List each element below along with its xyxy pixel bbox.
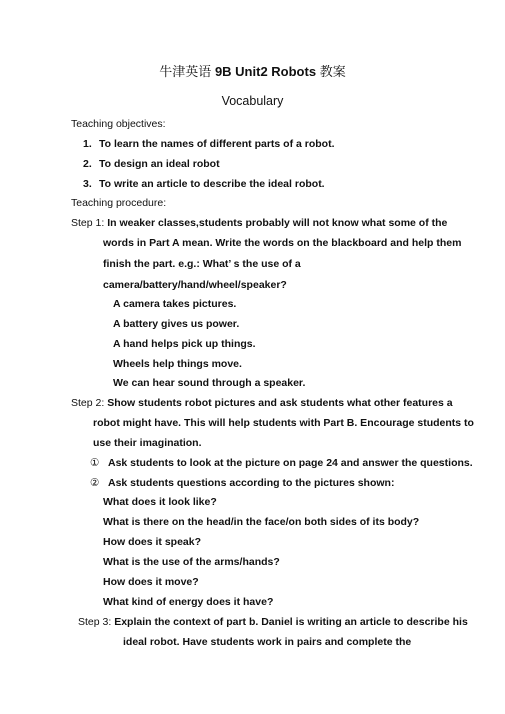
step1-line: words in Part A mean. Write the words on the blackboard and help them [103, 237, 462, 249]
subitem-text: Ask students to look at the picture on page 24 and answer the questions. [108, 457, 473, 469]
step1-line: camera/battery/hand/wheel/speaker? [103, 279, 287, 291]
example-sentence: We can hear sound through a speaker. [113, 377, 306, 389]
step-text: In weaker classes,students probably will not know what some of the [107, 217, 448, 229]
step2-subitem [90, 457, 473, 470]
page-subtitle: Vocabulary [221, 94, 284, 108]
question: What does it look like? [103, 496, 217, 508]
question: What kind of energy does it have? [103, 596, 274, 608]
circled-number: ② [90, 477, 100, 489]
objective-text: To design an ideal robot [99, 158, 220, 170]
page-title [0, 64, 505, 81]
step2-line [71, 397, 453, 410]
step1-line [71, 217, 447, 230]
example-sentence: Wheels help things move. [113, 358, 242, 370]
objective-item [83, 138, 335, 151]
example-sentence: A camera takes pictures. [113, 298, 237, 310]
step3-line [78, 616, 468, 629]
question: How does it speak? [103, 536, 202, 548]
procedure-heading: Teaching procedure: [71, 197, 167, 209]
question: How does it move? [103, 576, 199, 588]
step2-subitem [90, 477, 394, 490]
step2-line: robot might have. This will help students with Part B. Encourage students to [93, 417, 474, 429]
objectives-heading: Teaching objectives: [71, 118, 166, 130]
example-sentence: A hand helps pick up things. [113, 338, 256, 350]
step3-line: ideal robot. Have students work in pairs and complete the [123, 636, 412, 648]
step-label: Step 1: [71, 217, 105, 229]
objective-item [83, 158, 220, 171]
question: What is the use of the arms/hands? [103, 556, 280, 568]
step-text: Explain the context of part b. Daniel is writing an article to describe his [114, 616, 468, 628]
subitem-text: Ask students questions according to the pictures shown: [108, 477, 395, 489]
title-en: 9B Unit2 Robots [214, 64, 317, 79]
objective-number: 1. [83, 138, 92, 150]
objective-number: 2. [83, 158, 92, 170]
step-label: Step 3: [78, 616, 112, 628]
step-text: Show students robot pictures and ask students what other features a [107, 397, 453, 409]
objective-text: To write an article to describe the ideal robot. [99, 178, 325, 190]
question: What is there on the head/in the face/on both sides of its body? [103, 516, 420, 528]
objective-text: To learn the names of different parts of a robot. [99, 138, 335, 150]
title-cn-prefix: 牛津英语 [159, 65, 212, 80]
objective-number: 3. [83, 178, 92, 190]
objective-item [83, 178, 325, 191]
step1-line: finish the part. e.g.: What’ s the use of a [103, 258, 301, 270]
step-label: Step 2: [71, 397, 105, 409]
example-sentence: A battery gives us power. [113, 318, 240, 330]
title-cn-suffix: 教案 [319, 65, 346, 80]
step2-line: use their imagination. [93, 437, 202, 449]
circled-number: ① [90, 457, 100, 469]
